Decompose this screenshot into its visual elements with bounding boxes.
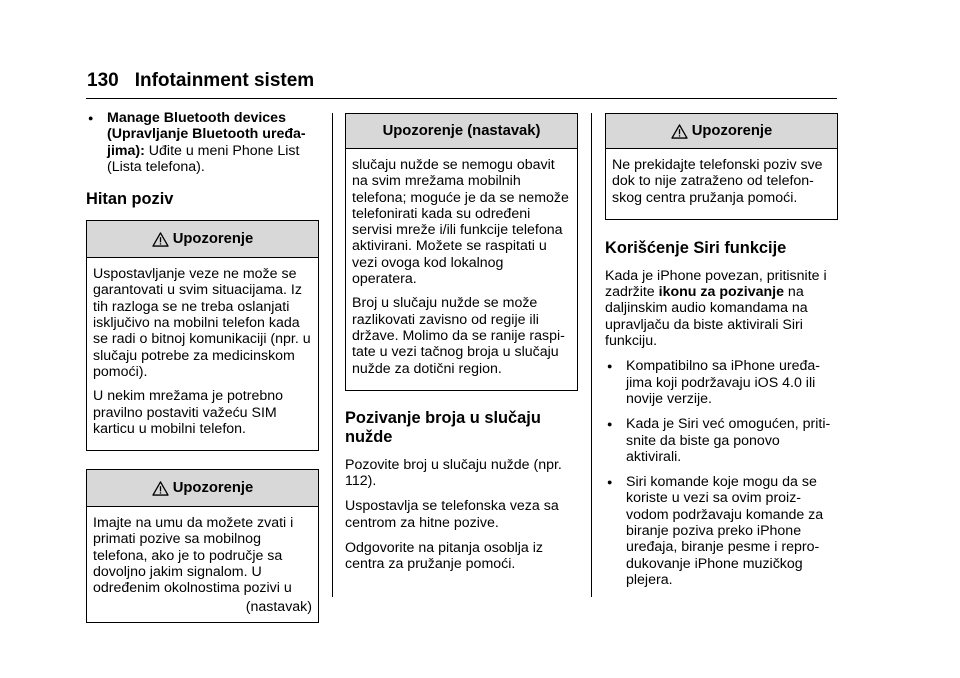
bullet-bold-text: Manage Bluetooth devices (Upravljanje Bluetooth uređa-jima): bbox=[107, 110, 306, 159]
column-3 bbox=[605, 113, 838, 597]
column-separator-1 bbox=[332, 113, 333, 597]
section-heading-hitan-poziv: Hitan poziv bbox=[86, 190, 174, 209]
warning-title: Upozorenje bbox=[172, 231, 254, 248]
warning-box-2 bbox=[86, 469, 319, 623]
column-1 bbox=[86, 110, 319, 623]
warning-paragraph: Broj u slučaju nužde se može razlikovati zavisno od regije ili države. Molimo da se ranije raspi-tate u vezi tačnog broja u slučaju nužde za dotični region. bbox=[352, 295, 565, 377]
warning-title: Upozorenje (nastavak) bbox=[382, 122, 541, 139]
intro-text: na daljinskim audio komandama na upravljaču da biste aktivirali Siri funkciju. bbox=[605, 284, 808, 350]
warning-title: Upozorenje bbox=[691, 122, 773, 139]
list-item bbox=[605, 416, 838, 465]
warning-triangle-icon bbox=[152, 481, 169, 496]
warning-body bbox=[346, 149, 577, 390]
siri-intro-paragraph bbox=[605, 268, 838, 349]
warning-header bbox=[346, 114, 577, 149]
warning-paragraph: slučaju nužde se nemogu obavit na svim mrežama mobilnih telefona; moguće je da se nemože telefonirati kada su određeni servisi mreže i/ili funkcije telefona aktivirani. Možete se raspitati u vezi ovoga kod lokalnog operatera. bbox=[352, 157, 569, 288]
header-rule bbox=[86, 98, 837, 99]
warning-paragraph: Uspostavljanje veze ne može se garantovati u svim situacijama. Iz tih razloga se ne treba oslanjati isključivo na mobilni telefon kada se radi o bitnoj komunikaciji (npr. u slučaju potrebe za medicinskom pomoći). bbox=[93, 266, 311, 380]
bullet-text: Kompatibilno sa iPhone uređa-jima koji podržavaju iOS 4.0 ili novije verzije. bbox=[626, 358, 821, 407]
bullet-icon: ● bbox=[607, 419, 613, 430]
bullet-icon: ● bbox=[607, 361, 613, 372]
list-item bbox=[605, 474, 838, 588]
warning-box-1 bbox=[86, 220, 319, 451]
warning-triangle-icon bbox=[152, 232, 169, 247]
paragraph: Pozovite broj u slučaju nužde (npr. 112). bbox=[345, 456, 562, 490]
warning-title: Upozorenje bbox=[172, 480, 254, 496]
list-item bbox=[605, 358, 838, 407]
warning-body bbox=[606, 149, 837, 219]
warning-paragraph: Imajte na umu da možete zvati i primati pozive sa mobilnog telefona, ako je to područje sa dovoljno jakim signalom. U određenim okolnostima pozivi u bbox=[93, 515, 294, 597]
section-heading-siri: Korišćenje Siri funkcije bbox=[605, 238, 787, 257]
bullet-text: Siri komande koje mogu da se koriste u vezi sa ovim proiz-vodom podržavaju komande za biranje poziva preko iPhone uređaja, biranje pesme i repro-dukovanje iPhone muzičkog plejera. bbox=[626, 474, 824, 588]
warning-body bbox=[87, 258, 318, 450]
warning-header bbox=[606, 114, 837, 149]
bullet-icon: ● bbox=[88, 113, 94, 123]
warning-body bbox=[87, 507, 318, 622]
section-title: Infotainment sistem bbox=[134, 70, 315, 91]
column-2 bbox=[345, 113, 578, 582]
intro-text: Kada je iPhone povezan, pritisnite i zadržite bbox=[605, 267, 827, 301]
bullet-text: Kada je Siri već omogućen, priti-snite da biste ga ponovo aktivirali. bbox=[626, 416, 831, 465]
continued-label: (nastavak) bbox=[245, 598, 312, 615]
warning-header bbox=[87, 470, 318, 507]
warning-triangle-icon bbox=[671, 124, 688, 139]
warning-paragraph: Ne prekidajte telefonski poziv sve dok to nije zatraženo od telefon-skog centra pružanja pomoći. bbox=[612, 157, 823, 206]
column-separator-2 bbox=[591, 113, 592, 597]
bullet-text: Uđite u meni Phone List (Lista telefona). bbox=[107, 142, 300, 175]
bullet-icon: ● bbox=[607, 477, 613, 488]
page-header bbox=[87, 70, 314, 92]
warning-paragraph: U nekim mrežama je potrebno pravilno postaviti važeću SIM karticu u mobilni telefon. bbox=[93, 388, 284, 437]
intro-bold-text: ikonu za pozivanje bbox=[658, 284, 784, 301]
warning-box-3 bbox=[605, 113, 838, 220]
paragraph: Odgovorite na pitanja osoblja iz centra za pružanje pomoći. bbox=[345, 540, 543, 573]
warning-header bbox=[87, 221, 318, 258]
list-item bbox=[86, 110, 319, 175]
page-number: 130 bbox=[87, 70, 119, 91]
warning-box-continued bbox=[345, 113, 578, 391]
paragraph: Uspostavlja se telefonska veza sa centrom za hitne pozive. bbox=[345, 498, 559, 531]
section-heading-emergency-number: Pozivanje broja u slučaju nužde bbox=[345, 408, 541, 446]
